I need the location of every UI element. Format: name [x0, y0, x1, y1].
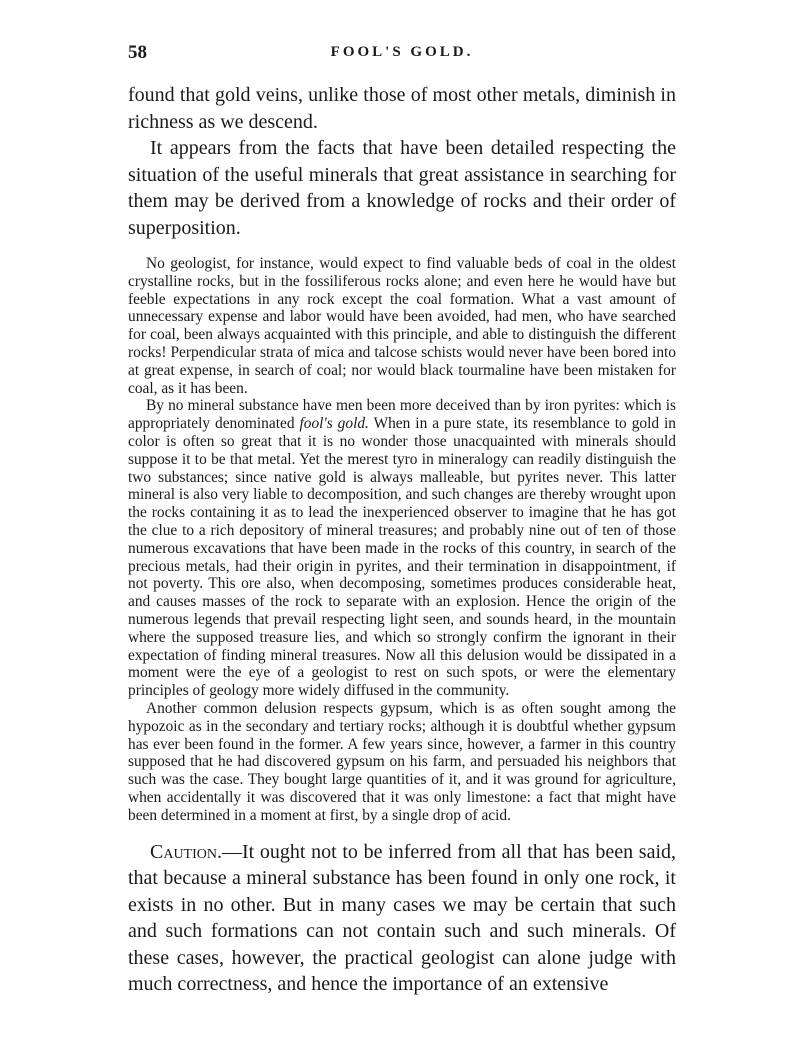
- book-page: [128, 40, 676, 998]
- pyrites-text-after: When in a pure state, its resemblance to gold in color is often so great that it is no wonder those unacquainted with minerals should suppose it to be that metal. Yet the merest tyro in mineralogy can readily distinguish the two substances; since native gold is always malleable, but pyrites never. This latter mineral is also very liable to decomposition, and such changes are thereby wrought upon the rocks containing it as to lead the inexperienced observer to imagine that he has got the clue to a rich depository of mineral treasures; and probably nine out of ten of those numerous excavations that have been made in the rocks of this country, in search of the precious metals, had their origin in pyrites, and their termination in disappointment, if not poverty. This ore also, when decomposing, sometimes produces considerable heat, and causes masses of the rock to separate with an explosion. Hence the origin of the numerous legends that prevail respecting light seen, and sounds heard, in the mountain where the supposed treasure lies, and which so strongly confirm the ignorant in their expectation of finding mineral treasures. Now all this delusion would be dissipated in a moment were the eye of a geologist to rest on such spots, or were the elementary principles of geology more widely diffused in the community.: [128, 415, 676, 700]
- caution-text: —It ought not to be inferred from all that has been said, that because a mineral substance has been found in only one rock, it exists in no other. But in many cases we may be certain that such and such formations can not contain such and such minerals. Of these cases, however, the practical geologist can alone judge with much correctness, and hence the importance of an extensive: [128, 840, 676, 995]
- paragraph-pyrites: [128, 397, 676, 700]
- page-number: 58: [128, 42, 147, 63]
- fools-gold-term: fool's gold.: [299, 415, 369, 433]
- pyrites-text-before: By no mineral substance have men been more deceived than by iron pyrites: which is appropriately denominated: [128, 397, 676, 433]
- running-head: [128, 40, 676, 68]
- small-print-section: [128, 255, 676, 825]
- paragraph-superposition: It appears from the facts that have been detailed respecting the situation of the useful minerals that great assistance in searching for them may be derived from a knowledge of rocks and their order of superposition.: [128, 137, 676, 239]
- paragraph-continuation: found that gold veins, unlike those of most other metals, diminish in richness as we descend.: [128, 84, 676, 133]
- paragraph-caution: [128, 839, 676, 998]
- paragraph-gypsum: Another common delusion respects gypsum, which is as often sought among the hypozoic as in the secondary and tertiary rocks; although it is doubtful whether gypsum has ever been found in the former. A few years since, however, a farmer in this country supposed that he had discovered gypsum on his farm, and persuaded his neighbors that such was the case. They bought large quantities of it, and it was ground for agriculture, when accidentally it was discovered that it was only limestone: a fact that might have been determined in a moment at first, by a single drop of acid.: [128, 699, 676, 824]
- paragraph-coal: No geologist, for instance, would expect to find valuable beds of coal in the oldest crystalline rocks, but in the fossiliferous rocks alone; and even here he would have but feeble expectations in any rock except the coal formation. What a vast amount of unnecessary expense and labor would have been avoided, had men, who have searched for coal, been always acquainted with this principle, and able to distinguish the different rocks! Perpendicular strata of mica and talcose schists would never have been bored into at great expense, in search of coal; nor would black tourmaline have been mistaken for coal, as it has been.: [128, 255, 676, 397]
- caution-label: Caution.: [150, 840, 222, 863]
- running-title: FOOL'S GOLD.: [330, 44, 474, 60]
